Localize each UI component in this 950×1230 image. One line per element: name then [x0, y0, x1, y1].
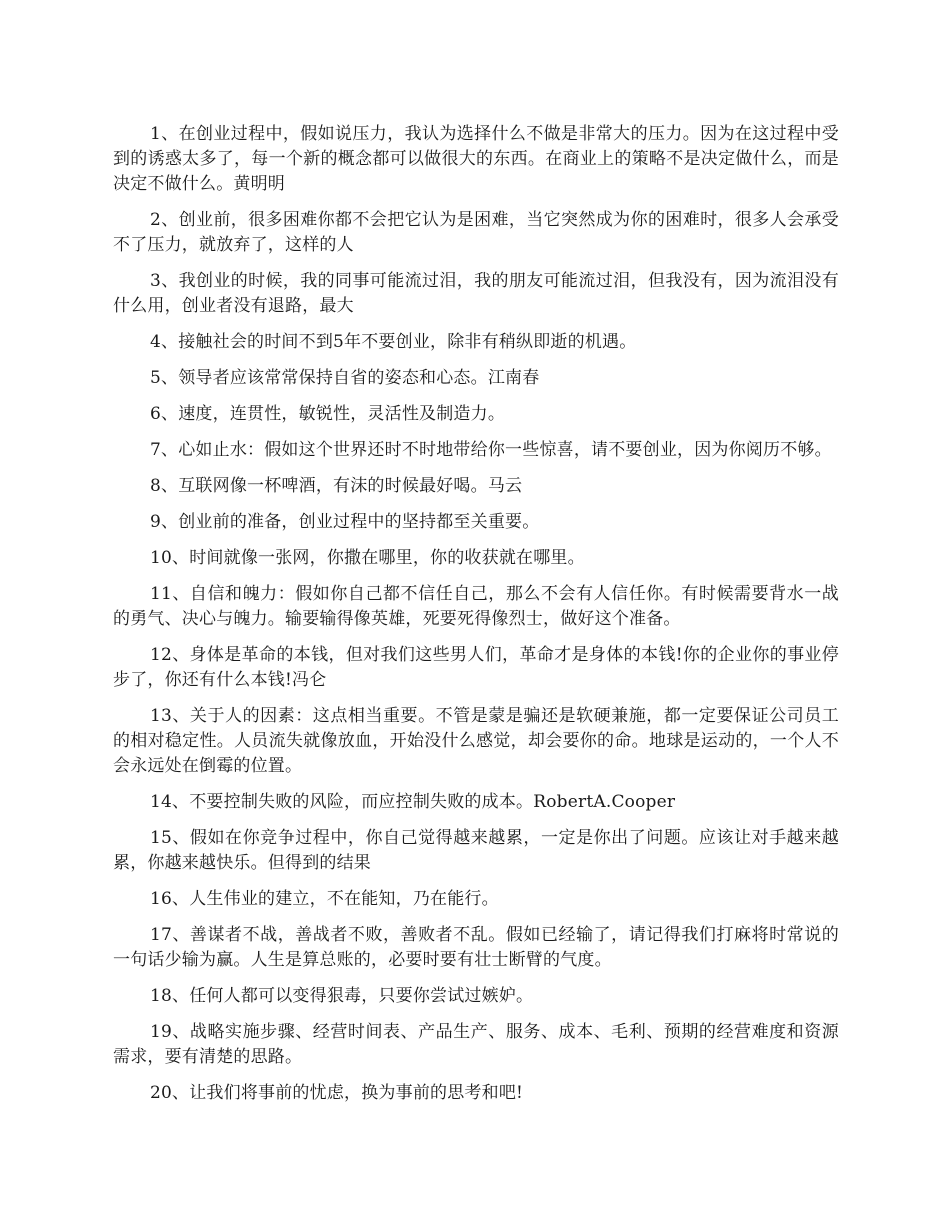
paragraph-16: 16、人生伟业的建立，不在能知，乃在能行。 — [150, 889, 499, 909]
document-body — [113, 122, 839, 1117]
paragraph-11: 11、自信和魄力：假如你自己都不信任自己，那么不会有人信任你。有时候需要背水一战的勇气、决心与魄力。输要输得像英雄，死要死得像烈士，做好这个准备。 — [113, 584, 839, 629]
paragraph-15: 15、假如在你竞争过程中，你自己觉得越来越累，一定是你出了问题。应该让对手越来越累，你越来越快乐。但得到的结果 — [113, 828, 839, 873]
paragraph-5: 5、领导者应该常常保持自省的姿态和心态。江南春 — [150, 368, 540, 388]
paragraph-9: 9、创业前的准备，创业过程中的坚持都至关重要。 — [150, 512, 540, 532]
paragraph-17: 17、善谋者不战，善战者不败，善败者不乱。假如已经输了，请记得我们打麻将时常说的一句话少输为赢。人生是算总账的，必要时要有壮士断臂的气度。 — [113, 925, 839, 970]
paragraph-1: 1、在创业过程中，假如说压力，我认为选择什么不做是非常大的压力。因为在这过程中受到的诱惑太多了，每一个新的概念都可以做很大的东西。在商业上的策略不是决定做什么，而是决定不做什么。黄明明 — [113, 124, 839, 194]
paragraph-7: 7、心如止水：假如这个世界还时不时地带给你一些惊喜，请不要创业，因为你阅历不够。 — [150, 440, 832, 460]
paragraph-14: 14、不要控制失败的风险，而应控制失败的成本。RobertA.Cooper — [150, 792, 676, 812]
paragraph-6: 6、速度，连贯性，敏锐性，灵活性及制造力。 — [150, 404, 506, 424]
paragraph-2: 2、创业前，很多困难你都不会把它认为是困难，当它突然成为你的困难时，很多人会承受不了压力，就放弃了，这样的人 — [113, 210, 839, 255]
paragraph-12: 12、身体是革命的本钱，但对我们这些男人们，革命才是身体的本钱!你的企业你的事业停步了，你还有什么本钱!冯仑 — [113, 645, 839, 690]
paragraph-13: 13、关于人的因素：这点相当重要。不管是蒙是骗还是软硬兼施，都一定要保证公司员工的相对稳定性。人员流失就像放血，开始没什么感觉，却会要你的命。地球是运动的，一个人不会永远处在倒霉的位置。 — [113, 706, 839, 776]
paragraph-10: 10、时间就像一张网，你撒在哪里，你的收获就在哪里。 — [150, 548, 585, 568]
paragraph-8: 8、互联网像一杯啤酒，有沫的时候最好喝。马云 — [150, 476, 523, 496]
paragraph-4: 4、接触社会的时间不到5年不要创业，除非有稍纵即逝的机遇。 — [150, 332, 637, 352]
paragraph-20: 20、让我们将事前的忧虑，换为事前的思考和吧! — [150, 1083, 524, 1103]
paragraph-3: 3、我创业的时候，我的同事可能流过泪，我的朋友可能流过泪，但我没有，因为流泪没有什么用，创业者没有退路，最大 — [113, 271, 839, 316]
paragraph-19: 19、战略实施步骤、经营时间表、产品生产、服务、成本、毛利、预期的经营难度和资源需求，要有清楚的思路。 — [113, 1022, 839, 1067]
paragraph-18: 18、任何人都可以变得狠毒，只要你尝试过嫉妒。 — [150, 986, 534, 1006]
